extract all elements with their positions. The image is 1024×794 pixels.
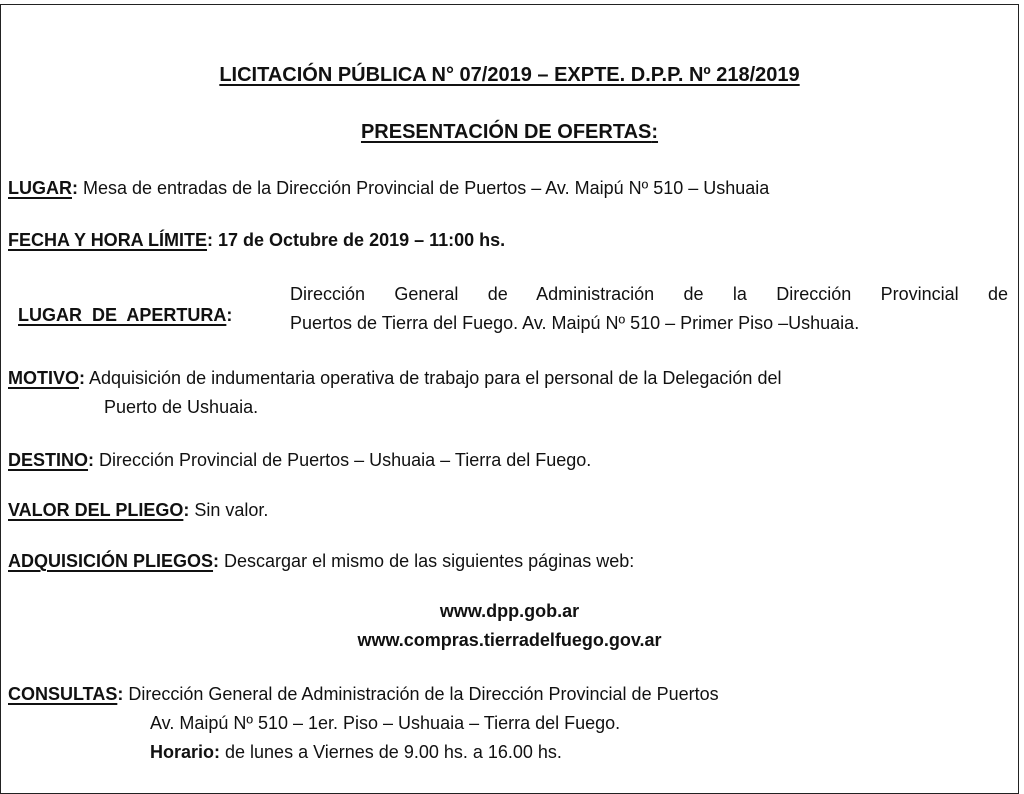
document-title: LICITACIÓN PÚBLICA N° 07/2019 – EXPTE. D.P.P. Nº 218/2019 <box>219 64 800 86</box>
destino-colon: : <box>88 450 95 470</box>
consultas-line-1: Dirección General de Administración de la Dirección Provincial de Puertos <box>123 684 719 704</box>
fecha-colon: : <box>207 230 214 250</box>
subtitle-text: PRESENTACIÓN DE OFERTAS <box>360 121 652 143</box>
valor-text: Sin valor. <box>189 500 269 520</box>
apertura-line-1: Dirección General de Administración de la Dirección Provincial de <box>290 284 1008 304</box>
destino-label: DESTINO <box>8 450 89 470</box>
lugar-label: LUGAR <box>8 178 72 198</box>
lugar-row <box>8 178 769 199</box>
lugar-text: Mesa de entradas de la Dirección Provincial de Puertos – Av. Maipú Nº 510 – Ushuaia <box>78 178 770 198</box>
motivo-label: MOTIVO <box>8 368 79 388</box>
adquisicion-colon: : <box>213 551 220 571</box>
subtitle-colon: : <box>651 121 659 143</box>
motivo-line-2: Puerto de Ushuaia. <box>104 397 259 417</box>
horario-text: de lunes a Viernes de 9.00 hs. a 16.00 hs. <box>220 742 562 762</box>
fecha-row <box>8 230 505 251</box>
adquisicion-text: Descargar el mismo de las siguientes páginas web: <box>219 551 635 571</box>
lugar-colon: : <box>72 178 78 198</box>
adquisicion-label: ADQUISICIÓN PLIEGOS <box>8 551 214 571</box>
fecha-label: FECHA Y HORA LÍMITE <box>8 230 208 250</box>
adquisicion-row <box>8 551 634 572</box>
apertura-row <box>8 284 232 326</box>
consultas-horario <box>150 742 562 763</box>
consultas-row <box>8 684 719 705</box>
consultas-colon: : <box>117 684 124 704</box>
destino-text: Dirección Provincial de Puertos – Ushuaia – Tierra del Fuego. <box>94 450 592 470</box>
document-subtitle <box>0 121 1019 144</box>
website-dpp: www.dpp.gob.ar <box>439 601 580 621</box>
motivo-line-1: Adquisición de indumentaria operativa de trabajo para el personal de la Delegación del <box>85 368 782 388</box>
consultas-label: CONSULTAS <box>8 684 118 704</box>
horario-label: Horario: <box>150 742 221 762</box>
fecha-text: 17 de Octubre de 2019 – 11:00 hs. <box>213 230 506 250</box>
apertura-line-2: Puertos de Tierra del Fuego. Av. Maipú Nº 510 – Primer Piso –Ushuaia. <box>290 313 860 333</box>
valor-row <box>8 500 268 521</box>
website-compras: www.compras.tierradelfuego.gov.ar <box>357 630 662 650</box>
valor-colon: : <box>183 500 190 520</box>
consultas-line-2: Av. Maipú Nº 510 – 1er. Piso – Ushuaia – Tierra del Fuego. <box>150 713 621 733</box>
motivo-row <box>8 368 781 389</box>
apertura-label: LUGAR DE APERTURA <box>18 305 227 325</box>
destino-row <box>8 450 591 471</box>
apertura-colon: : <box>226 305 233 325</box>
valor-label: VALOR DEL PLIEGO <box>8 500 184 520</box>
motivo-colon: : <box>79 368 85 388</box>
